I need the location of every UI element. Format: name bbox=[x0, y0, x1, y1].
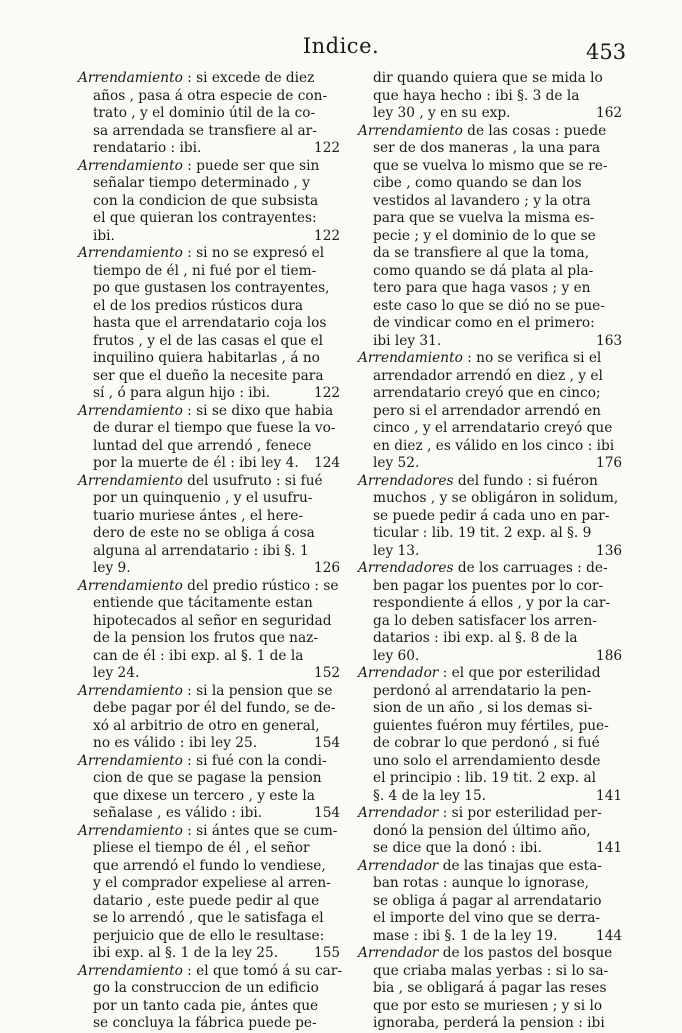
page-reference: 152 bbox=[314, 665, 341, 681]
index-entry bbox=[358, 560, 623, 665]
entry-line: sa arrendada se transfiere al ar- bbox=[93, 122, 317, 139]
entry-line: ben pagar los puentes por lo cor- bbox=[373, 577, 604, 594]
page-reference: 136 bbox=[596, 542, 623, 559]
entry-line: uno solo el arrendamiento desde bbox=[373, 752, 601, 769]
page-reference: 163 bbox=[596, 332, 623, 349]
entry-line: inquilino quiera habitarlas , á no bbox=[93, 350, 320, 366]
index-entry bbox=[358, 945, 620, 1033]
page-reference: 154 bbox=[314, 805, 341, 821]
entry-line: arrendatario creyó que en cinco; bbox=[373, 385, 601, 401]
page-reference: 141 bbox=[596, 787, 623, 804]
entry-line: se obliga á pagar al arrendatario bbox=[373, 892, 602, 909]
entry-lemma: Arrendamiento bbox=[78, 157, 183, 174]
entry-line: ley 30 , y en su exp. 162 bbox=[373, 105, 623, 121]
entry-line: rendatario : ibi. 122 bbox=[93, 140, 341, 156]
entry-line: para que se vuelva la misma es- bbox=[373, 210, 595, 226]
page-reference: 162 bbox=[596, 105, 623, 121]
entry-line: guientes fuéron muy fértiles, pue- bbox=[373, 717, 609, 734]
page-reference: 186 bbox=[596, 647, 623, 664]
index-entry bbox=[358, 122, 623, 351]
entry-line: Arrendador : si por esterilidad per- bbox=[358, 805, 602, 821]
entry-line: ser de dos maneras , la una para bbox=[373, 140, 601, 156]
entry-line: mase : ibi §. 1 de la ley 19. 144 bbox=[373, 927, 623, 944]
entry-lemma: Arrendamiento bbox=[78, 472, 183, 489]
index-entry bbox=[78, 70, 356, 158]
entry-line: por un tanto cada pie, ántes que bbox=[93, 997, 319, 1014]
entry-line: can de él : ibi exp. al §. 1 de la bbox=[93, 647, 304, 664]
entry-line: se puede pedir á cada uno en par- bbox=[373, 507, 610, 524]
entry-line: ignoraba, perderá la pension : ibi bbox=[373, 1015, 605, 1031]
entry-lemma: Arrendamiento bbox=[78, 682, 183, 699]
entry-line: cibe , como quando se dan los bbox=[373, 175, 582, 191]
index-entry bbox=[78, 578, 356, 683]
entry-line: Arrendador de las tinajas que esta- bbox=[358, 857, 602, 874]
entry-line: vestidos al lavandero ; y la otra bbox=[373, 192, 591, 209]
page-reference: 124 bbox=[314, 455, 341, 471]
index-entry bbox=[78, 823, 356, 963]
entry-line: señalar tiempo determinado , y bbox=[93, 175, 310, 191]
entry-line: Arrendamiento del usufruto : si fué bbox=[78, 472, 323, 489]
page-title: Indice. bbox=[302, 34, 380, 58]
entry-lemma: Arrendamiento bbox=[78, 752, 183, 769]
entry-lemma: Arrendador bbox=[358, 857, 439, 874]
entry-line: frutos , y el de las casas el que el bbox=[93, 332, 324, 349]
entry-line: Arrendamiento : no se verifica si el bbox=[358, 350, 602, 366]
entry-line: sion de un año , si los demas si- bbox=[373, 700, 593, 716]
entry-line: este caso lo que se dió no se pue- bbox=[373, 297, 605, 314]
entry-line: se lo arrendó , que le satisfaga el bbox=[93, 910, 324, 926]
entry-lemma: Arrendamiento bbox=[358, 350, 463, 366]
index-entry bbox=[358, 70, 623, 123]
entry-line: ley 52. 176 bbox=[373, 455, 623, 471]
entry-line: y el comprador expeliese al arren- bbox=[93, 875, 331, 891]
index-entry bbox=[358, 472, 623, 561]
entry-line: el importe del vino que se derra- bbox=[373, 910, 601, 926]
page-reference: 122 bbox=[314, 227, 341, 244]
entry-line: se concluya la fábrica puede pe- bbox=[93, 1015, 317, 1031]
entry-line: Arrendamiento : el que tomó á su car- bbox=[78, 962, 343, 979]
page-reference: 176 bbox=[596, 455, 623, 471]
entry-line: da se transfiere al que la toma, bbox=[373, 245, 590, 261]
entry-line: perdonó al arrendatario la pen- bbox=[373, 682, 592, 699]
entry-line: señalase , es válido : ibi. 154 bbox=[93, 805, 341, 821]
entry-line: tero para que haga vasos ; y en bbox=[373, 280, 591, 296]
entry-line: tiempo de él , ni fué por el tiem- bbox=[93, 262, 317, 279]
entry-line: Arrendadores de los carruages : de- bbox=[358, 560, 608, 576]
entry-line: ga lo deben satisfacer los arren- bbox=[373, 612, 597, 629]
entry-line: Arrendamiento : si la pension que se bbox=[78, 682, 333, 699]
entry-line: que dixese un tercero , y este la bbox=[93, 787, 315, 804]
entry-line: Arrendador : el que por esterilidad bbox=[358, 665, 601, 681]
entry-line: hasta que el arrendatario coja los bbox=[93, 315, 327, 331]
page-reference: 122 bbox=[314, 140, 341, 156]
entry-line: Arrendamiento : si no se expresó el bbox=[78, 245, 325, 261]
entry-line: datario , este puede pedir al que bbox=[93, 892, 320, 909]
entry-line: trato , y el dominio útil de la co- bbox=[93, 105, 316, 121]
entry-line: ibi ley 31. 163 bbox=[373, 332, 623, 349]
index-entry bbox=[78, 403, 356, 473]
index-column-right bbox=[358, 70, 623, 1033]
entry-line: cinco , y el arrendatario creyó que bbox=[373, 420, 613, 436]
entry-line: pliese el tiempo de él , el señor bbox=[93, 840, 310, 856]
entry-line: cion de que se pagase la pension bbox=[93, 770, 322, 786]
entry-lemma: Arrendamiento bbox=[78, 822, 183, 839]
entry-line: debe pagar por él del fundo, se de- bbox=[93, 700, 336, 716]
entry-line: por un quinquenio , y el usufru- bbox=[93, 490, 313, 506]
index-entry bbox=[358, 857, 623, 946]
entry-line: ser que el dueño la necesite para bbox=[93, 367, 324, 384]
entry-line: el de los predios rústicos dura bbox=[93, 297, 304, 314]
entry-lemma: Arrendadores bbox=[358, 560, 454, 576]
index-entry bbox=[358, 665, 623, 805]
entry-lemma: Arrendamiento bbox=[78, 70, 183, 86]
entry-line: sí , ó para algun hijo : ibi. 122 bbox=[93, 385, 341, 401]
entry-line: datarios : ibi exp. al §. 8 de la bbox=[373, 630, 578, 646]
entry-line: que haya hecho : ibi §. 3 de la bbox=[373, 87, 580, 104]
entry-line: de la pension los frutos que naz- bbox=[93, 630, 318, 646]
entry-line: respondiente á ellos , y por la car- bbox=[373, 595, 611, 611]
index-entry bbox=[78, 963, 356, 1033]
entry-line: el principio : lib. 19 tit. 2 exp. al bbox=[373, 770, 597, 786]
entry-line: hipotecados al señor en seguridad bbox=[93, 612, 332, 629]
entry-line: Arrendadores del fundo : si fuéron bbox=[358, 472, 598, 489]
index-entry bbox=[358, 350, 623, 473]
entry-line: años , pasa á otra especie de con- bbox=[93, 87, 328, 104]
entry-lemma: Arrendamiento bbox=[78, 402, 183, 419]
page-reference: 144 bbox=[596, 927, 623, 944]
entry-line: que por esto se muriesen ; y si lo bbox=[373, 997, 603, 1014]
entry-line: perjuicio que de ello le resultase: bbox=[93, 927, 325, 944]
entry-line: ley 24. 152 bbox=[93, 665, 341, 681]
entry-line: que criaba malas yerbas : si lo sa- bbox=[373, 962, 609, 979]
entry-line: no es válido : ibi ley 25. 154 bbox=[93, 735, 341, 751]
page-reference: 154 bbox=[314, 735, 341, 751]
entry-line: Arrendador de los pastos del bosque bbox=[358, 945, 613, 961]
entry-line: luntad del que arrendó , fenece bbox=[93, 437, 312, 454]
entry-line: como quando se dá plata al pla- bbox=[373, 262, 594, 279]
entry-line: arrendador arrendó en diez , y el bbox=[373, 367, 603, 384]
entry-line: dir quando quiera que se mida lo bbox=[373, 70, 603, 86]
entry-lemma: Arrendador bbox=[358, 945, 439, 961]
entry-line: ticular : lib. 19 tit. 2 exp. al §. 9 bbox=[373, 525, 592, 541]
page-number: 453 bbox=[586, 40, 627, 64]
entry-line: Arrendamiento : si ántes que se cum- bbox=[78, 822, 338, 839]
entry-line: Arrendamiento : si excede de diez bbox=[78, 70, 315, 86]
index-column-left bbox=[78, 70, 356, 1033]
entry-line: se dice que la donó : ibi. 141 bbox=[373, 840, 623, 856]
entry-line: dero de este no se obliga á cosa bbox=[93, 525, 315, 541]
entry-line: de vindicar como en el primero: bbox=[373, 315, 595, 331]
entry-lemma: Arrendadores bbox=[358, 472, 454, 489]
entry-line: con la condicion de que subsista bbox=[93, 192, 319, 209]
entry-line: po que gustasen los contrayentes, bbox=[93, 280, 330, 296]
index-entry bbox=[78, 245, 356, 403]
entry-line: bia , se obligará á pagar las reses bbox=[373, 980, 607, 996]
entry-line: el que quieran los contrayentes: bbox=[93, 210, 317, 226]
entry-line: go la construccion de un edificio bbox=[93, 980, 319, 996]
entry-line: entiende que tácitamente estan bbox=[93, 595, 313, 611]
entry-line: Arrendamiento del predio rústico : se bbox=[78, 577, 339, 594]
entry-line: xó al arbitrio de otro en general, bbox=[93, 717, 320, 734]
entry-line: ley 13. 136 bbox=[373, 542, 623, 559]
entry-line: muchos , y se obligáron in solidum, bbox=[373, 490, 619, 506]
entry-line: ibi. 122 bbox=[93, 227, 341, 244]
entry-line: §. 4 de la ley 15. 141 bbox=[373, 787, 623, 804]
entry-line: Arrendamiento : puede ser que sin bbox=[78, 157, 320, 174]
entry-line: que arrendó el fundo lo vendiese, bbox=[93, 857, 326, 874]
page-reference: 141 bbox=[596, 840, 623, 856]
entry-line: pecie ; y el dominio de lo que se bbox=[373, 227, 596, 244]
page-reference: 126 bbox=[314, 560, 341, 576]
entry-line: Arrendamiento : si fué con la condi- bbox=[78, 752, 327, 769]
entry-line: ban rotas : aunque lo ignorase, bbox=[373, 875, 590, 891]
entry-lemma: Arrendamiento bbox=[78, 577, 183, 594]
page-reference: 122 bbox=[314, 385, 341, 401]
entry-lemma: Arrendador bbox=[358, 805, 439, 821]
entry-line: en diez , es válido en los cinco : ibi bbox=[373, 437, 615, 454]
index-entry bbox=[78, 753, 356, 823]
entry-lemma: Arrendamiento bbox=[78, 962, 183, 979]
entry-line: pero si el arrendador arrendó en bbox=[373, 402, 601, 419]
entry-line: de durar el tiempo que fuese la vo- bbox=[93, 420, 336, 436]
entry-line: ley 9. 126 bbox=[93, 560, 341, 576]
entry-line: ley 60. 186 bbox=[373, 647, 623, 664]
entry-line: por la muerte de él : ibi ley 4. 124 bbox=[93, 455, 341, 471]
entry-lemma: Arrendamiento bbox=[78, 245, 183, 261]
entry-line: que se vuelva lo mismo que se re- bbox=[373, 157, 608, 174]
entry-lemma: Arrendamiento bbox=[358, 122, 463, 139]
entry-line: ibi exp. al §. 1 de la ley 25. 155 bbox=[93, 945, 341, 961]
entry-line: de cobrar lo que perdonó , si fué bbox=[373, 735, 600, 751]
index-entry bbox=[78, 158, 356, 246]
index-entry bbox=[78, 683, 356, 753]
entry-line: Arrendamiento de las cosas : puede bbox=[358, 122, 607, 139]
entry-lemma: Arrendador bbox=[358, 665, 439, 681]
entry-line: donó la pension del último año, bbox=[373, 822, 591, 839]
index-entry bbox=[78, 473, 356, 578]
entry-line: tuario muriese ántes , el here- bbox=[93, 507, 303, 524]
entry-line: alguna al arrendatario : ibi §. 1 bbox=[93, 542, 309, 559]
page-reference: 155 bbox=[314, 945, 341, 961]
entry-line: Arrendamiento : si se dixo que habia bbox=[78, 402, 334, 419]
index-entry bbox=[358, 805, 623, 858]
